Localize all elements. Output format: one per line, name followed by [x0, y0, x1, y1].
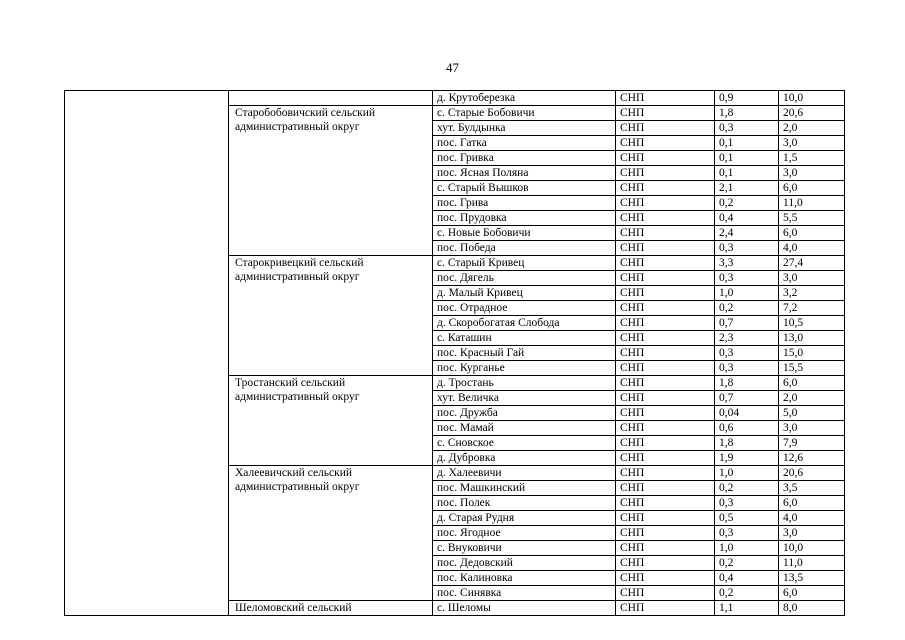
- area-value-cell: 2,1: [715, 181, 779, 196]
- area-value-cell: 0,3: [715, 271, 779, 286]
- area-value-cell: 0,5: [715, 511, 779, 526]
- distance-value-cell: 7,2: [779, 301, 845, 316]
- area-value-cell: 0,9: [715, 91, 779, 106]
- settlement-type-cell: СНП: [616, 586, 715, 601]
- settlement-name-cell: пос. Ягодное: [433, 526, 616, 541]
- settlement-name-cell: с. Шеломы: [433, 601, 616, 616]
- settlement-name-cell: пос. Синявка: [433, 586, 616, 601]
- distance-value-cell: 27,4: [779, 256, 845, 271]
- okrug-name-cell: Старобобовичский сельский административный округ: [229, 106, 433, 256]
- distance-value-cell: 2,0: [779, 121, 845, 136]
- distance-value-cell: 11,0: [779, 556, 845, 571]
- distance-value-cell: 10,5: [779, 316, 845, 331]
- settlement-type-cell: СНП: [616, 511, 715, 526]
- distance-value-cell: 3,0: [779, 166, 845, 181]
- settlement-type-cell: СНП: [616, 301, 715, 316]
- settlement-name-cell: с. Каташин: [433, 331, 616, 346]
- distance-value-cell: 3,0: [779, 271, 845, 286]
- settlement-type-cell: СНП: [616, 286, 715, 301]
- settlement-type-cell: СНП: [616, 526, 715, 541]
- distance-value-cell: 6,0: [779, 586, 845, 601]
- distance-value-cell: 15,5: [779, 361, 845, 376]
- settlement-type-cell: СНП: [616, 166, 715, 181]
- distance-value-cell: 10,0: [779, 541, 845, 556]
- area-value-cell: 2,3: [715, 331, 779, 346]
- page-number: 47: [446, 60, 459, 75]
- distance-value-cell: 12,6: [779, 451, 845, 466]
- settlement-name-cell: пос. Дружба: [433, 406, 616, 421]
- area-value-cell: 1,1: [715, 601, 779, 616]
- settlement-type-cell: СНП: [616, 106, 715, 121]
- area-value-cell: 1,8: [715, 376, 779, 391]
- settlement-name-cell: пос. Отрадное: [433, 301, 616, 316]
- district-cell: [65, 91, 229, 616]
- settlement-name-cell: д. Скоробогатая Слобода: [433, 316, 616, 331]
- okrug-name-cell: Шеломовский сельский: [229, 601, 433, 616]
- settlement-type-cell: СНП: [616, 196, 715, 211]
- settlement-name-cell: пос. Полек: [433, 496, 616, 511]
- settlement-type-cell: СНП: [616, 121, 715, 136]
- settlement-name-cell: пос. Машкинский: [433, 481, 616, 496]
- area-value-cell: 0,1: [715, 166, 779, 181]
- area-value-cell: 0,4: [715, 571, 779, 586]
- distance-value-cell: 6,0: [779, 376, 845, 391]
- distance-value-cell: 2,0: [779, 391, 845, 406]
- settlement-type-cell: СНП: [616, 406, 715, 421]
- settlement-type-cell: СНП: [616, 571, 715, 586]
- area-value-cell: 1,0: [715, 466, 779, 481]
- distance-value-cell: 10,0: [779, 91, 845, 106]
- settlement-name-cell: пос. Мамай: [433, 421, 616, 436]
- area-value-cell: 0,2: [715, 556, 779, 571]
- okrug-name-cell: [229, 91, 433, 106]
- distance-value-cell: 1,5: [779, 151, 845, 166]
- distance-value-cell: 13,5: [779, 571, 845, 586]
- settlement-name-cell: пос. Красный Гай: [433, 346, 616, 361]
- settlement-name-cell: пос. Дедовский: [433, 556, 616, 571]
- area-value-cell: 0,7: [715, 316, 779, 331]
- settlement-name-cell: д. Халеевичи: [433, 466, 616, 481]
- okrug-name-cell: Халеевичский сельский административный округ: [229, 466, 433, 601]
- settlement-type-cell: СНП: [616, 346, 715, 361]
- distance-value-cell: 3,2: [779, 286, 845, 301]
- settlement-name-cell: с. Старый Кривец: [433, 256, 616, 271]
- settlement-type-cell: СНП: [616, 331, 715, 346]
- table-row: [65, 91, 845, 106]
- settlement-name-cell: пос. Ясная Поляна: [433, 166, 616, 181]
- area-value-cell: 0,3: [715, 361, 779, 376]
- area-value-cell: 1,8: [715, 106, 779, 121]
- settlement-type-cell: СНП: [616, 361, 715, 376]
- distance-value-cell: 7,9: [779, 436, 845, 451]
- settlements-table-body: [65, 91, 845, 616]
- settlement-type-cell: СНП: [616, 91, 715, 106]
- area-value-cell: 0,3: [715, 121, 779, 136]
- settlement-type-cell: СНП: [616, 316, 715, 331]
- settlement-type-cell: СНП: [616, 436, 715, 451]
- distance-value-cell: 13,0: [779, 331, 845, 346]
- settlement-type-cell: СНП: [616, 451, 715, 466]
- area-value-cell: 2,4: [715, 226, 779, 241]
- area-value-cell: 0,1: [715, 151, 779, 166]
- settlement-name-cell: с. Старые Бобовичи: [433, 106, 616, 121]
- settlement-type-cell: СНП: [616, 211, 715, 226]
- settlement-type-cell: СНП: [616, 496, 715, 511]
- area-value-cell: 0,3: [715, 241, 779, 256]
- settlement-name-cell: хут. Величка: [433, 391, 616, 406]
- distance-value-cell: 6,0: [779, 181, 845, 196]
- distance-value-cell: 11,0: [779, 196, 845, 211]
- settlement-type-cell: СНП: [616, 136, 715, 151]
- distance-value-cell: 5,0: [779, 406, 845, 421]
- okrug-name-cell: Тростанский сельский административный округ: [229, 376, 433, 466]
- settlement-name-cell: пос. Прудовка: [433, 211, 616, 226]
- area-value-cell: 0,2: [715, 481, 779, 496]
- area-value-cell: 0,1: [715, 136, 779, 151]
- distance-value-cell: 3,5: [779, 481, 845, 496]
- settlement-name-cell: д. Малый Кривец: [433, 286, 616, 301]
- settlement-type-cell: СНП: [616, 481, 715, 496]
- area-value-cell: 0,7: [715, 391, 779, 406]
- area-value-cell: 1,8: [715, 436, 779, 451]
- area-value-cell: 0,3: [715, 346, 779, 361]
- area-value-cell: 0,2: [715, 301, 779, 316]
- settlement-type-cell: СНП: [616, 556, 715, 571]
- settlement-type-cell: СНП: [616, 181, 715, 196]
- settlement-name-cell: пос. Гатка: [433, 136, 616, 151]
- area-value-cell: 0,2: [715, 196, 779, 211]
- settlement-name-cell: с. Старый Вышков: [433, 181, 616, 196]
- settlement-type-cell: СНП: [616, 541, 715, 556]
- settlement-name-cell: с. Новые Бобовичи: [433, 226, 616, 241]
- area-value-cell: 0,6: [715, 421, 779, 436]
- settlement-type-cell: СНП: [616, 391, 715, 406]
- settlement-name-cell: пос. Победа: [433, 241, 616, 256]
- settlement-name-cell: д. Старая Рудня: [433, 511, 616, 526]
- area-value-cell: 0,4: [715, 211, 779, 226]
- settlement-name-cell: д. Тростань: [433, 376, 616, 391]
- distance-value-cell: 20,6: [779, 466, 845, 481]
- settlement-type-cell: СНП: [616, 271, 715, 286]
- area-value-cell: 0,3: [715, 496, 779, 511]
- distance-value-cell: 4,0: [779, 511, 845, 526]
- settlement-type-cell: СНП: [616, 241, 715, 256]
- distance-value-cell: 6,0: [779, 496, 845, 511]
- settlement-type-cell: СНП: [616, 421, 715, 436]
- area-value-cell: 1,9: [715, 451, 779, 466]
- settlement-type-cell: СНП: [616, 601, 715, 616]
- settlement-name-cell: д. Дубровка: [433, 451, 616, 466]
- okrug-name-cell: Старокривецкий сельский административный округ: [229, 256, 433, 376]
- settlement-type-cell: СНП: [616, 151, 715, 166]
- area-value-cell: 3,3: [715, 256, 779, 271]
- settlement-name-cell: д. Крутоберезка: [433, 91, 616, 106]
- distance-value-cell: 20,6: [779, 106, 845, 121]
- settlement-name-cell: хут. Булдынка: [433, 121, 616, 136]
- settlement-name-cell: пос. Грива: [433, 196, 616, 211]
- settlement-type-cell: СНП: [616, 466, 715, 481]
- settlement-name-cell: пос. Гривка: [433, 151, 616, 166]
- area-value-cell: 0,3: [715, 526, 779, 541]
- area-value-cell: 0,2: [715, 586, 779, 601]
- area-value-cell: 1,0: [715, 286, 779, 301]
- distance-value-cell: 15,0: [779, 346, 845, 361]
- settlement-name-cell: с. Сновское: [433, 436, 616, 451]
- settlement-name-cell: с. Внуковичи: [433, 541, 616, 556]
- settlement-type-cell: СНП: [616, 256, 715, 271]
- area-value-cell: 0,04: [715, 406, 779, 421]
- area-value-cell: 1,0: [715, 541, 779, 556]
- settlements-table: [64, 90, 845, 616]
- distance-value-cell: 3,0: [779, 136, 845, 151]
- distance-value-cell: 8,0: [779, 601, 845, 616]
- distance-value-cell: 3,0: [779, 421, 845, 436]
- distance-value-cell: 5,5: [779, 211, 845, 226]
- distance-value-cell: 4,0: [779, 241, 845, 256]
- distance-value-cell: 6,0: [779, 226, 845, 241]
- distance-value-cell: 3,0: [779, 526, 845, 541]
- settlement-name-cell: пос. Калиновка: [433, 571, 616, 586]
- settlement-type-cell: СНП: [616, 376, 715, 391]
- settlement-type-cell: СНП: [616, 226, 715, 241]
- settlement-name-cell: пос. Курганье: [433, 361, 616, 376]
- settlement-name-cell: пос. Дягель: [433, 271, 616, 286]
